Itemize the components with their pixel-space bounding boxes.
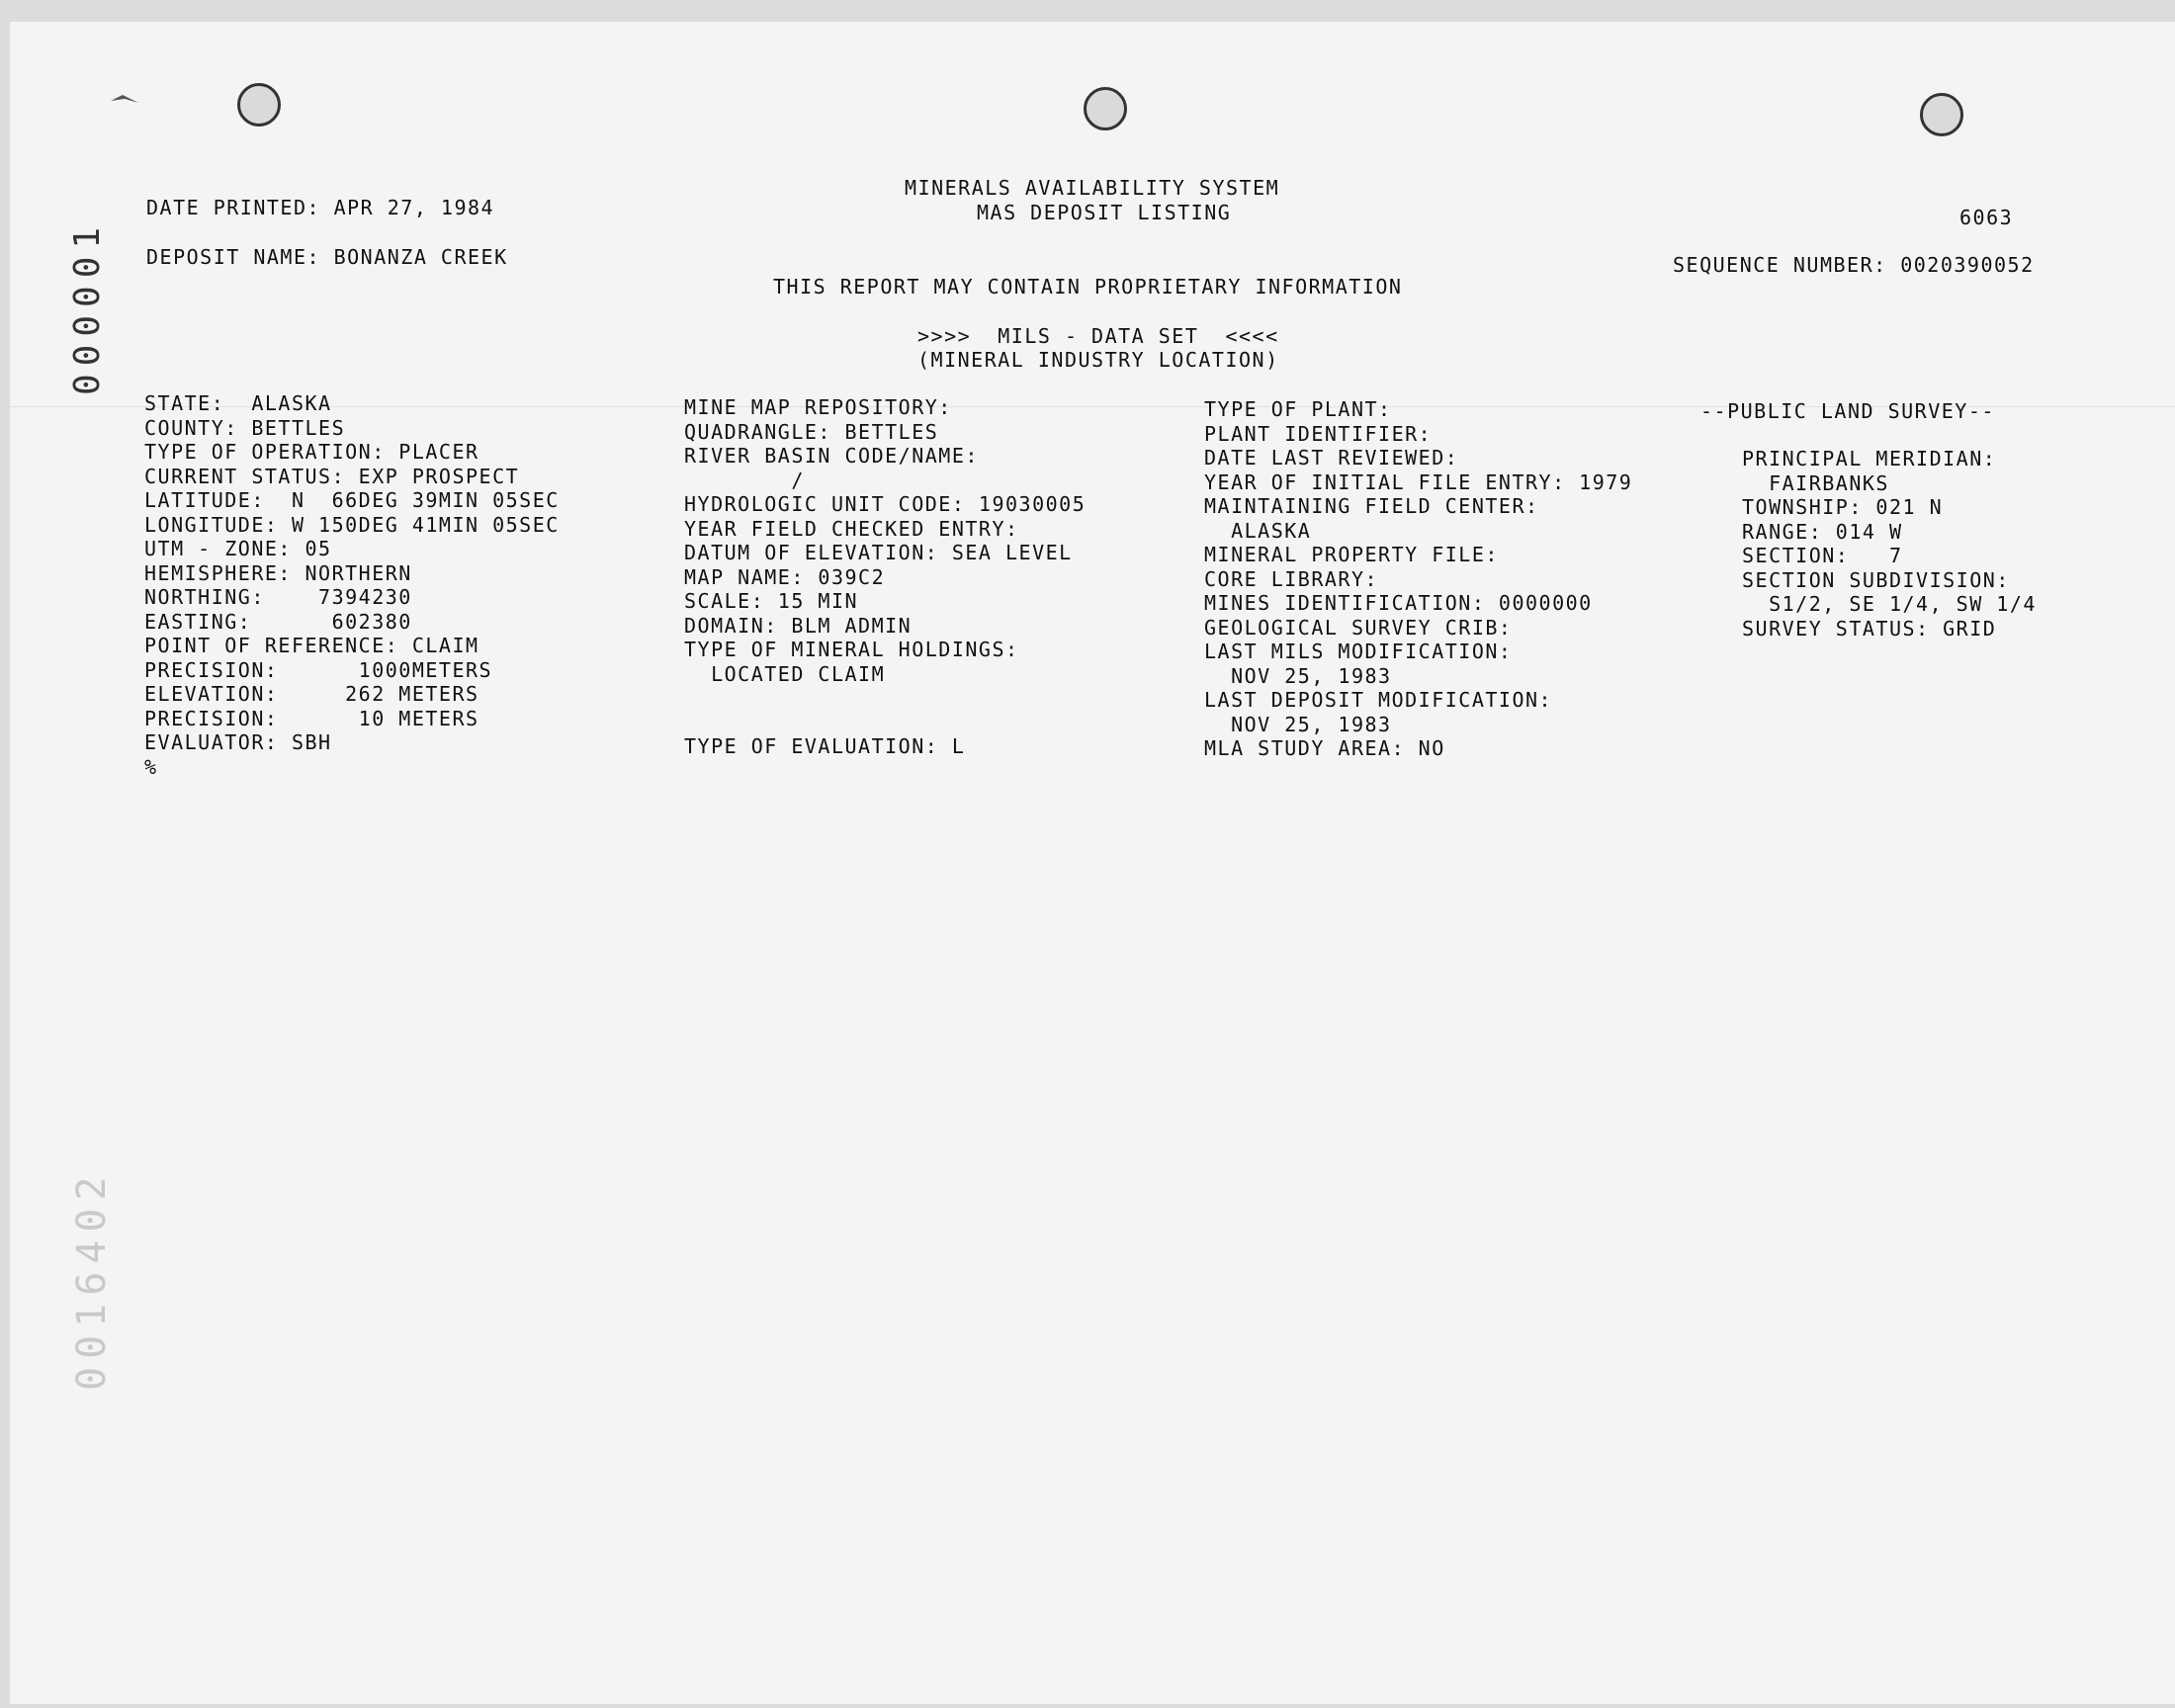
field-line: HEMISPHERE: NORTHERN [144,560,412,585]
field-line: RIVER BASIN CODE/NAME: [684,444,979,468]
field-line: LOCATED CLAIM [684,661,886,686]
field-line: DATE LAST REVIEWED: [1204,446,1459,470]
field-line: SECTION SUBDIVISION: [1742,567,2010,592]
field-line: TYPE OF OPERATION: PLACER [144,440,479,464]
field-line: MLA STUDY AREA: NO [1204,736,1445,760]
data-set-line: >>>> MILS - DATA SET <<<< [917,324,1279,348]
field-line: MINERAL PROPERTY FILE: [1204,543,1499,566]
field-line: MAINTAINING FIELD CENTER: [1204,494,1539,518]
field-line: EVALUATOR: SBH [144,730,332,754]
page-number: 6063 [1959,206,2014,229]
field-line: YEAR OF INITIAL FILE ENTRY: 1979 [1204,470,1633,494]
field-line: LAST MILS MODIFICATION: [1204,640,1513,663]
field-line: NORTHING: 7394230 [144,585,412,609]
document-page [10,22,2175,1704]
field-line: LAST DEPOSIT MODIFICATION: [1204,688,1553,712]
field-line: SCALE: 15 MIN [684,589,859,613]
date-printed: DATE PRINTED: APR 27, 1984 [146,196,495,219]
field-line: TYPE OF EVALUATION: L [684,734,966,758]
field-line: YEAR FIELD CHECKED ENTRY: [684,516,1019,541]
field-line: ALASKA [1204,518,1312,543]
field-line: / [684,468,805,492]
field-line: STATE: ALASKA [144,391,332,415]
field-line: GEOLOGICAL SURVEY CRIB: [1204,615,1513,640]
field-line: LATITUDE: N 66DEG 39MIN 05SEC [144,488,560,512]
field-line: LONGITUDE: W 150DEG 41MIN 05SEC [144,512,560,537]
field-line: DOMAIN: BLM ADMIN [684,613,913,638]
field-line: S1/2, SE 1/4, SW 1/4 [1742,592,2037,616]
field-line: RANGE: 014 W [1742,519,1903,544]
field-line: NOV 25, 1983 [1204,663,1392,688]
field-line: SECTION: 7 [1742,544,1903,567]
system-title: MINERALS AVAILABILITY SYSTEM [905,176,1280,200]
field-line: UTM - ZONE: 05 [144,537,332,560]
field-line: DATUM OF ELEVATION: SEA LEVEL [684,541,1073,564]
field-line: CURRENT STATUS: EXP PROSPECT [144,464,520,488]
field-line: PRECISION: 10 METERS [144,706,479,730]
field-line: ELEVATION: 262 METERS [144,682,479,706]
field-line: TYPE OF PLANT: [1204,397,1392,421]
field-line: POINT OF REFERENCE: CLAIM [144,634,479,657]
deposit-name: DEPOSIT NAME: BONANZA CREEK [146,245,508,269]
field-line: MAP NAME: 039C2 [684,564,886,589]
side-stamp-number: 000001 [67,218,108,395]
sequence-number: SEQUENCE NUMBER: 0020390052 [1673,253,2035,277]
land-survey-heading: --PUBLIC LAND SURVEY-- [1700,399,1995,423]
proprietary-notice: THIS REPORT MAY CONTAIN PROPRIETARY INFORMATION [773,275,1403,299]
field-line: PLANT IDENTIFIER: [1204,421,1433,446]
field-line: % [144,754,158,779]
punch-hole-right [1920,93,1963,136]
field-line: TYPE OF MINERAL HOLDINGS: [684,638,1019,661]
field-line: PRINCIPAL MERIDIAN: [1742,447,1997,470]
punch-hole-left [237,83,281,127]
field-line: QUADRANGLE: BETTLES [684,419,939,444]
field-line: HYDROLOGIC UNIT CODE: 19030005 [684,492,1087,516]
field-line: MINE MAP REPOSITORY: [684,395,952,419]
listing-title: MAS DEPOSIT LISTING [977,201,1232,224]
field-line: SURVEY STATUS: GRID [1742,616,1997,640]
field-line: MINES IDENTIFICATION: 0000000 [1204,591,1593,615]
field-line: TOWNSHIP: 021 N [1742,495,1944,519]
punch-hole-center [1084,87,1127,130]
field-line: CORE LIBRARY: [1204,566,1379,591]
field-line: COUNTY: BETTLES [144,415,346,440]
data-set-subtitle: (MINERAL INDUSTRY LOCATION) [917,348,1279,372]
bleed-through-number: 0016402 [69,1168,115,1391]
field-line: NOV 25, 1983 [1204,712,1392,736]
pen-mark-icon [109,91,142,115]
field-line: FAIRBANKS [1742,470,1889,495]
field-line: PRECISION: 1000METERS [144,657,493,682]
field-line: EASTING: 602380 [144,609,412,634]
